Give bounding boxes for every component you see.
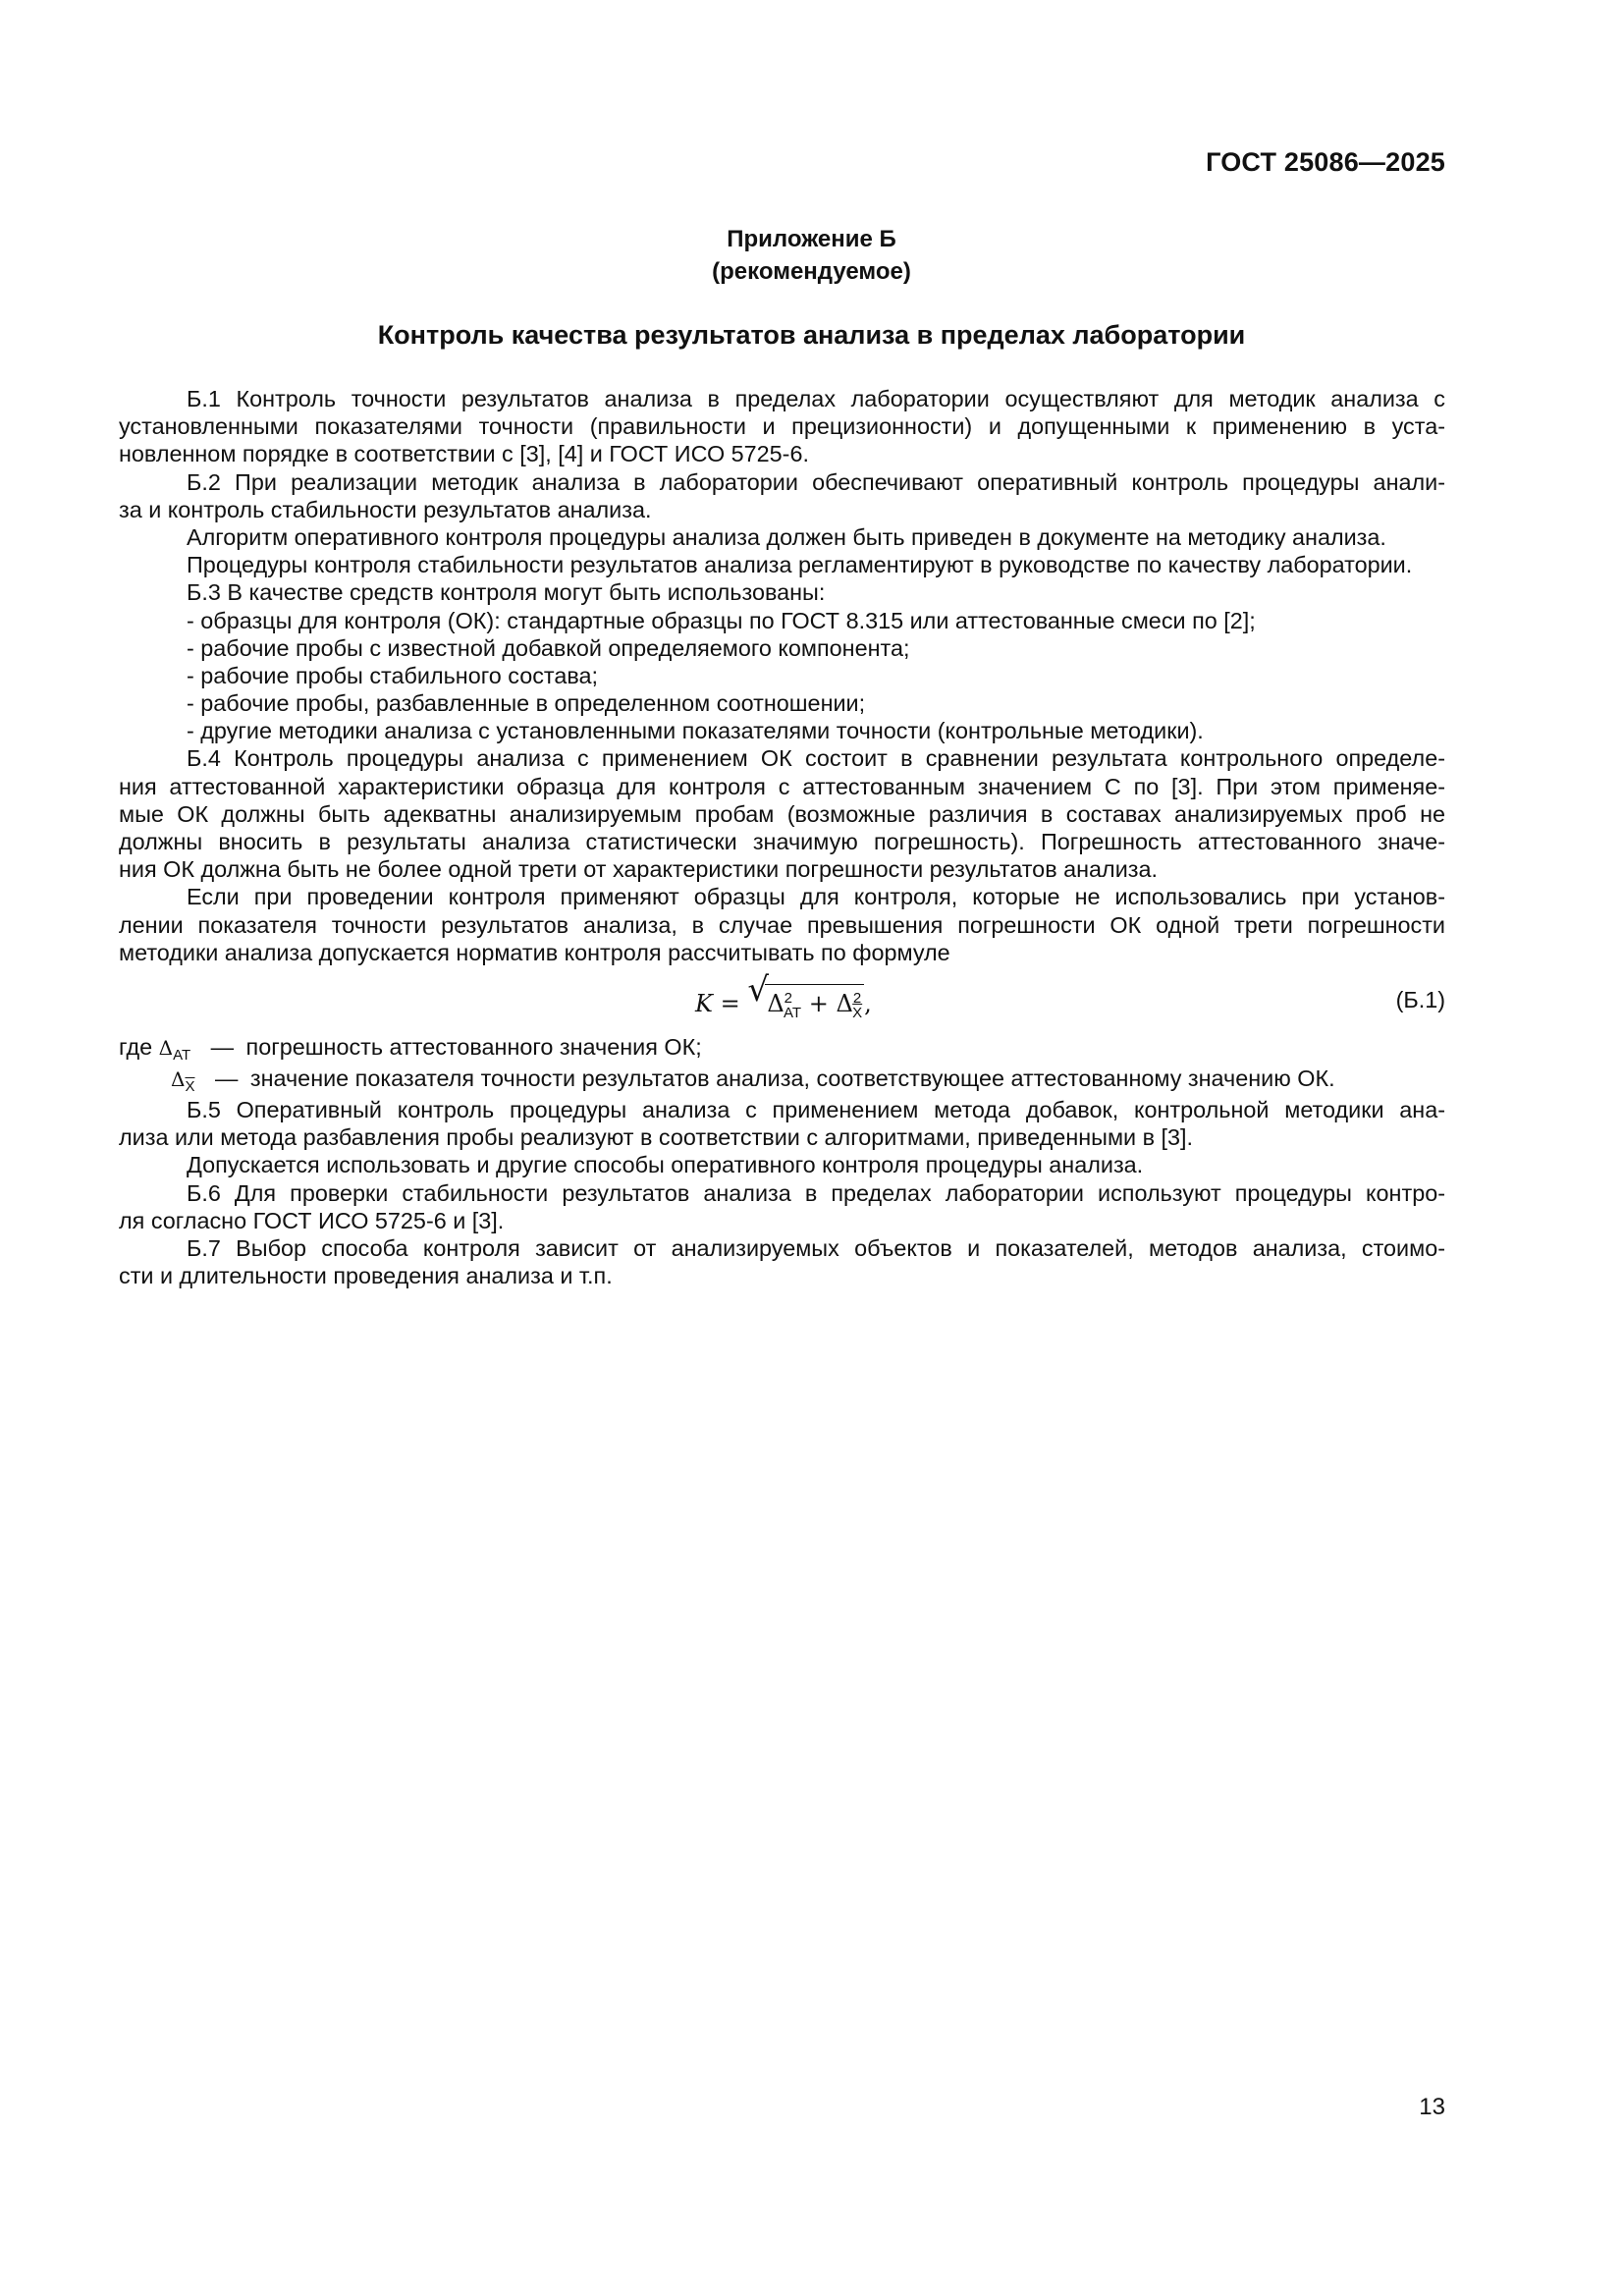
text-line: ля согласно ГОСТ ИСО 5725-6 и [3]. (119, 1207, 505, 1233)
em-dash: — (210, 1033, 235, 1060)
formula-row (119, 969, 1445, 1033)
text-line: Если при проведении контроля применяют образцы для контроля, которые не использовались при установ- (187, 884, 1445, 910)
document-code: ГОСТ 25086—2025 (1206, 147, 1445, 177)
list-item: - рабочие пробы с известной добавкой определяемого компонента; (187, 634, 910, 661)
text-line: установленными показателями точности (правильности и прецизионности) и допущенными к применению в уста- (119, 413, 1445, 440)
list-item: - рабочие пробы, разбавленные в определенном соотношении; (187, 690, 866, 717)
paragraph-b1 (119, 385, 1445, 468)
text-line: Б.1 Контроль точности результатов анализа в пределах лаборатории осуществляют для методик анализа с (187, 386, 1445, 411)
text-line: мые ОК должны быть адекватны анализируемым пробам (возможные различия в составах анализируемых проб не (119, 800, 1445, 827)
text-line: Б.6 Для проверки стабильности результатов анализа в пределах лаборатории используют процедуры контро- (187, 1179, 1445, 1206)
body-text (119, 385, 1445, 1289)
text-line: Б.2 При реализации методик анализа в лаборатории обеспечивают оперативный контроль процедуры анали- (187, 468, 1445, 495)
formula-exponent: 2 (784, 989, 793, 1007)
formula-equals: = (720, 989, 740, 1017)
text-line: Б.5 Оперативный контроль процедуры анализа с применением метода добавок, контрольной методики ана- (187, 1096, 1445, 1122)
paragraph-other-methods: Допускается использовать и другие способы оперативного контроля процедуры анализа. (187, 1152, 1144, 1178)
where-subscript: X (185, 1077, 195, 1095)
text-line: ния ОК должна быть не более одной трети от характеристики погрешности результатов анализа. (119, 856, 1159, 883)
where-item (119, 1065, 1445, 1096)
text-line: должны вносить в результаты анализа статистически значимую погрешность). Погрешность аттестованного значе- (119, 829, 1445, 854)
delta-symbol: Δ (767, 989, 784, 1017)
paragraph-b6 (119, 1179, 1445, 1234)
where-definition: погрешность аттестованного значения ОК; (245, 1033, 702, 1060)
radicand (765, 984, 864, 1027)
paragraph-b7 (119, 1234, 1445, 1289)
paragraph-b2 (119, 468, 1445, 523)
text-line: лиза или метода разбавления пробы реализуют в соответствии с алгоритмами, приведенными в [3]. (119, 1124, 1194, 1151)
paragraph-formula-intro (119, 883, 1445, 966)
text-line: сти и длительности проведения анализа и т.п. (119, 1263, 613, 1289)
list-item: - другие методики анализа с установленными показателями точности (контрольные методики). (187, 718, 1204, 744)
paragraph-stability: Процедуры контроля стабильности результатов анализа регламентируют в руководстве по качеству лаборатории. (187, 552, 1413, 578)
formula-exponent: 2 (852, 989, 862, 1007)
where-intro: где (119, 1033, 153, 1060)
where-item (119, 1033, 1445, 1065)
text-line: за и контроль стабильности результатов анализа. (119, 496, 652, 522)
text-line: лении показателя точности результатов анализа, в случае превышения погрешности ОК одной трети погрешности (119, 911, 1445, 938)
appendix-title: Приложение Б (727, 226, 896, 252)
paragraph-algorithm: Алгоритм оперативного контроля процедуры анализа должен быть приведен в документе на методику анализа. (187, 523, 1386, 550)
delta-symbol: $\Delta_{\overline{X}}$ (171, 1066, 195, 1095)
radical-sign-icon: √ (747, 969, 769, 1010)
text-line: методики анализа допускается норматив контроля рассчитывать по формуле (119, 939, 950, 965)
page-number: 13 (1419, 2094, 1445, 2120)
paragraph-b4 (119, 744, 1445, 883)
appendix-subtitle: (рекомендуемое) (712, 258, 911, 285)
square-root (747, 969, 864, 1027)
text-line: Б.4 Контроль процедуры анализа с применением ОК состоит в сравнении результата контрольного определе- (187, 745, 1445, 772)
list-item: - рабочие пробы стабильного состава; (187, 662, 599, 688)
delta-symbol: Δ (836, 989, 853, 1017)
list-item: - образцы для контроля (ОК): стандартные образцы по ГОСТ 8.315 или аттестованные смеси по [2]; (187, 607, 1256, 633)
formula-lhs: K (695, 989, 713, 1017)
formula-comma: , (864, 989, 872, 1017)
formula-subscript: AT (784, 1004, 802, 1021)
text-line: ния аттестованной характеристики образца для контроля с аттестованным значением С по [3]. При этом применяе- (119, 773, 1445, 799)
where-definition: значение показателя точности результатов анализа, соответствующее аттестованному значению ОК. (249, 1065, 1335, 1091)
em-dash: — (214, 1065, 239, 1091)
formula-number: (Б.1) (1395, 986, 1445, 1012)
paragraph-b3: Б.3 В качестве средств контроля могут быть использованы: (187, 579, 826, 606)
section-title: Контроль качества результатов анализа в пределах лаборатории (377, 320, 1246, 350)
formula (695, 969, 872, 1027)
delta-symbol: $\Delta_{AT}$ (158, 1035, 191, 1064)
text-line: Б.7 Выбор способа контроля зависит от анализируемых объектов и показателей, методов анализа, стоимо- (187, 1234, 1445, 1261)
formula-subscript: X (852, 1004, 863, 1021)
paragraph-b5 (119, 1096, 1445, 1151)
where-subscript: AT (173, 1046, 191, 1064)
text-line: новленном порядке в соответствии с [3], [4] и ГОСТ ИСО 5725-6. (119, 441, 809, 467)
formula-plus: + (808, 989, 829, 1017)
